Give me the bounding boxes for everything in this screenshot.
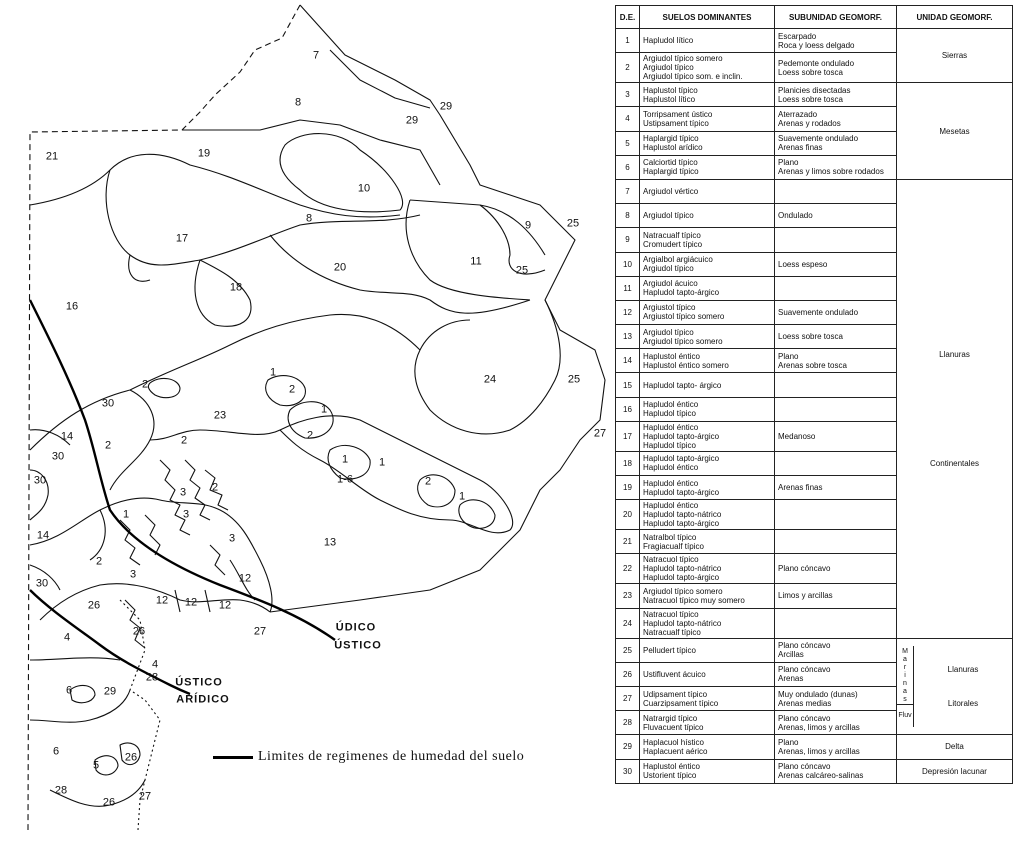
region-label: 3 [182, 508, 190, 521]
region-label: 13 [323, 536, 337, 549]
region-label: 1 [122, 508, 130, 521]
region-label: 6 [52, 745, 60, 758]
region-label: 27 [138, 790, 152, 803]
unit-marinas: M a r i n a s [897, 646, 913, 705]
region-label: 2 [424, 475, 432, 488]
cell-suelos: Argiudol vértico [640, 179, 775, 203]
cell-unidad: Depresión lacunar [897, 759, 1013, 783]
cell-unidad: Sierras [897, 29, 1013, 83]
cell-de: 7 [616, 179, 640, 203]
cell-subunidad: Plano Arenas y limos sobre rodados [775, 155, 897, 179]
cell-suelos: Hapludol éntico Hapludol típico [640, 397, 775, 421]
cell-subunidad: Loess espeso [775, 252, 897, 276]
cell-suelos: Hapludol lítico [640, 29, 775, 53]
region-label: 30 [33, 474, 47, 487]
region-label: 30 [35, 577, 49, 590]
cell-de: 8 [616, 204, 640, 228]
header-unidad: UNIDAD GEOMORF. [897, 6, 1013, 29]
cell-subunidad: Escarpado Roca y loess delgado [775, 29, 897, 53]
cell-de: 26 [616, 662, 640, 686]
cell-subunidad: Plano cóncavo Arcillas [775, 638, 897, 662]
cell-subunidad: Plano cóncavo [775, 554, 897, 584]
region-label: 29 [405, 114, 419, 127]
cell-subunidad: Limos y arcillas [775, 584, 897, 608]
regime-label-ustico: ÚSTICO [175, 676, 223, 689]
cell-subunidad: Suavemente ondulado [775, 300, 897, 324]
cell-subunidad: Medanoso [775, 421, 897, 451]
cell-subunidad: Plano Arenas sobre tosca [775, 349, 897, 373]
region-label: 26 [102, 796, 116, 809]
cell-suelos: Hapludol éntico Hapludol tapto-árgico [640, 476, 775, 500]
region-label: 8 [305, 212, 313, 225]
cell-suelos: Natracualf típico Cromudert típico [640, 228, 775, 252]
cell-suelos: Argiudol típico [640, 204, 775, 228]
cell-unidad [897, 638, 1013, 735]
cell-de: 30 [616, 759, 640, 783]
region-label: 25 [567, 373, 581, 386]
cell-de: 25 [616, 638, 640, 662]
region-label: 8 [294, 96, 302, 109]
cell-subunidad: Aterrazado Arenas y rodados [775, 107, 897, 131]
cell-de: 23 [616, 584, 640, 608]
cell-subunidad: Muy ondulado (dunas) Arenas medias [775, 686, 897, 710]
region-label: 2 [141, 378, 149, 391]
region-label: 3 [129, 568, 137, 581]
cell-subunidad [775, 373, 897, 397]
region-label: 29 [103, 685, 117, 698]
regime-label-udico: ÚDICO [335, 621, 377, 634]
table-row [616, 29, 1013, 53]
region-label: 24 [483, 373, 497, 386]
region-label: 17 [175, 232, 189, 245]
region-label: 30 [101, 397, 115, 410]
region-label: 11 [470, 255, 482, 268]
cell-suelos: Natracuol típico Hapludol tapto-nátrico Hapludol tapto-árgico [640, 554, 775, 584]
unit-continentales: Continentales [930, 458, 979, 468]
region-label: 2 [95, 555, 103, 568]
table-header-row [616, 6, 1013, 29]
region-label: 29 [439, 100, 453, 113]
cell-de: 15 [616, 373, 640, 397]
cell-subunidad [775, 276, 897, 300]
cell-subunidad: Arenas finas [775, 476, 897, 500]
cell-subunidad [775, 608, 897, 638]
cell-de: 20 [616, 500, 640, 530]
header-de: D.E. [616, 6, 640, 29]
cell-suelos: Haplacuol hístico Haplacuent aérico [640, 735, 775, 759]
cell-de: 19 [616, 476, 640, 500]
table-row [616, 735, 1013, 759]
cell-subunidad [775, 500, 897, 530]
cell-suelos: Argialbol argiácuico Argiudol típico [640, 252, 775, 276]
cell-subunidad: Ondulado [775, 204, 897, 228]
cell-suelos: Haplustol éntico Ustorient típico [640, 759, 775, 783]
region-label: 9 [524, 219, 532, 232]
region-label: 27 [593, 427, 607, 440]
region-label: 21 [45, 150, 59, 163]
cell-de: 24 [616, 608, 640, 638]
cell-unidad [897, 179, 1013, 638]
cell-de: 16 [616, 397, 640, 421]
table-row [616, 759, 1013, 783]
cell-de: 28 [616, 711, 640, 735]
cell-de: 11 [616, 276, 640, 300]
cell-suelos: Torripsament ústico Ustipsament típico [640, 107, 775, 131]
region-label: 2 [211, 481, 219, 494]
region-label: 1-6 [337, 473, 353, 486]
cell-suelos: Haplustol éntico Haplustol éntico somero [640, 349, 775, 373]
table-row [616, 83, 1013, 107]
unit-llanuras: Llanuras [939, 349, 970, 359]
cell-de: 29 [616, 735, 640, 759]
region-label: 30 [51, 450, 65, 463]
region-label: 1 [269, 366, 277, 379]
region-label: 25 [515, 264, 529, 277]
cell-suelos: Natrargid típico Fluvacuent típico [640, 711, 775, 735]
region-label: 20 [333, 261, 347, 274]
region-label: 1 [320, 403, 328, 416]
cell-subunidad [775, 228, 897, 252]
region-label: 14 [60, 430, 74, 443]
region-label: 3 [228, 532, 236, 545]
region-label: 1 [378, 456, 386, 469]
region-label: 16 [65, 300, 79, 313]
region-label: 23 [213, 409, 227, 422]
cell-de: 22 [616, 554, 640, 584]
cell-unidad: Delta [897, 735, 1013, 759]
cell-subunidad: Planicies disectadas Loess sobre tosca [775, 83, 897, 107]
region-label: 12 [238, 572, 252, 585]
region-label: 28 [54, 784, 68, 797]
cell-subunidad: Suavemente ondulado Arenas finas [775, 131, 897, 155]
region-label: 4 [63, 631, 71, 644]
cell-de: 18 [616, 451, 640, 475]
cell-suelos: Udipsament típico Cuarzipsament típico [640, 686, 775, 710]
table-body [616, 29, 1013, 784]
table-row [616, 179, 1013, 203]
cell-suelos: Hapludol éntico Hapludol tapto-nátrico Hapludol tapto-árgico [640, 500, 775, 530]
cell-suelos: Calciortid típico Haplargid típico [640, 155, 775, 179]
region-label: 25 [566, 217, 580, 230]
region-label: 4 [151, 658, 159, 671]
unit-llanuras: Llanuras [947, 664, 979, 674]
table-row [616, 638, 1013, 662]
soil-legend-table [615, 5, 1012, 835]
region-label: 10 [357, 182, 371, 195]
region-label: 26 [124, 751, 138, 764]
cell-suelos: Natracuol típico Hapludol tapto-nátrico Natracualf típico [640, 608, 775, 638]
map-legend: Limites de regimenes de humedad del suelo [258, 749, 525, 764]
region-label: 5 [92, 759, 100, 772]
cell-subunidad [775, 179, 897, 203]
cell-subunidad [775, 397, 897, 421]
cell-subunidad: Plano cóncavo Arenas [775, 662, 897, 686]
cell-suelos: Hapludol tapto-árgico Hapludol éntico [640, 451, 775, 475]
region-label: 2 [180, 434, 188, 447]
unit-fluv: Fluv [898, 711, 912, 719]
cell-de: 6 [616, 155, 640, 179]
cell-subunidad: Plano cóncavo Arenas calcáreo-salinas [775, 759, 897, 783]
region-label: 1 [341, 453, 349, 466]
region-label: 12 [218, 599, 232, 612]
region-label: 18 [229, 281, 243, 294]
cell-suelos: Haplustol típico Haplustol lítico [640, 83, 775, 107]
cell-de: 1 [616, 29, 640, 53]
region-label: 14 [36, 529, 50, 542]
region-label: 12 [155, 594, 169, 607]
region-label: 2 [288, 383, 296, 396]
cell-suelos: Argiudol típico Argiudol típico somero [640, 325, 775, 349]
cell-de: 9 [616, 228, 640, 252]
cell-suelos: Natralbol típico Fragiacualf típico [640, 530, 775, 554]
cell-suelos: Hapludol tapto- árgico [640, 373, 775, 397]
header-suelos: SUELOS DOMINANTES [640, 6, 775, 29]
cell-suelos: Pelludert típico [640, 638, 775, 662]
region-label: 2 [306, 429, 314, 442]
cell-suelos: Argiudol típico somero Natracuol típico muy somero [640, 584, 775, 608]
region-label: 26 [132, 625, 146, 638]
cell-suelos: Hapludol éntico Hapludol tapto-árgico Hapludol típico [640, 421, 775, 451]
regime-label-ustico: ÚSTICO [334, 639, 382, 652]
cell-subunidad [775, 530, 897, 554]
cell-suelos: Argiudol típico somero Argiudol típico Argiudol típico som. e inclin. [640, 53, 775, 83]
cell-de: 17 [616, 421, 640, 451]
cell-suelos: Argiustol típico Argiustol típico somero [640, 300, 775, 324]
cell-de: 3 [616, 83, 640, 107]
region-label: 27 [253, 625, 267, 638]
cell-subunidad: Loess sobre tosca [775, 325, 897, 349]
cell-de: 4 [616, 107, 640, 131]
cell-unidad: Mesetas [897, 83, 1013, 180]
cell-de: 12 [616, 300, 640, 324]
region-label: 1 [458, 490, 466, 503]
region-label: 28 [145, 671, 159, 684]
cell-suelos: Ustifluvent ácuico [640, 662, 775, 686]
cell-subunidad: Plano Arenas, limos y arcillas [775, 735, 897, 759]
cell-de: 5 [616, 131, 640, 155]
cell-de: 10 [616, 252, 640, 276]
unit-litorales: Litorales [947, 699, 979, 709]
region-label: 7 [312, 49, 320, 62]
region-label: 12 [184, 596, 198, 609]
region-label: 3 [179, 486, 187, 499]
cell-de: 2 [616, 53, 640, 83]
cell-de: 13 [616, 325, 640, 349]
region-label: 19 [197, 147, 211, 160]
cell-subunidad [775, 451, 897, 475]
cell-de: 27 [616, 686, 640, 710]
cell-de: 21 [616, 530, 640, 554]
regime-label-aridico: ARÍDICO [176, 693, 230, 706]
header-subunidad: SUBUNIDAD GEOMORF. [775, 6, 897, 29]
cell-suelos: Argiudol ácuico Hapludol tapto-árgico [640, 276, 775, 300]
cell-subunidad: Plano cóncavo Arenas, limos y arcillas [775, 711, 897, 735]
region-label: 26 [87, 599, 101, 612]
region-label: 6 [65, 684, 73, 697]
cell-de: 14 [616, 349, 640, 373]
table [615, 5, 1013, 784]
cell-suelos: Haplargid típico Haplustol arídico [640, 131, 775, 155]
region-label: 2 [104, 439, 112, 452]
cell-subunidad: Pedemonte ondulado Loess sobre tosca [775, 53, 897, 83]
